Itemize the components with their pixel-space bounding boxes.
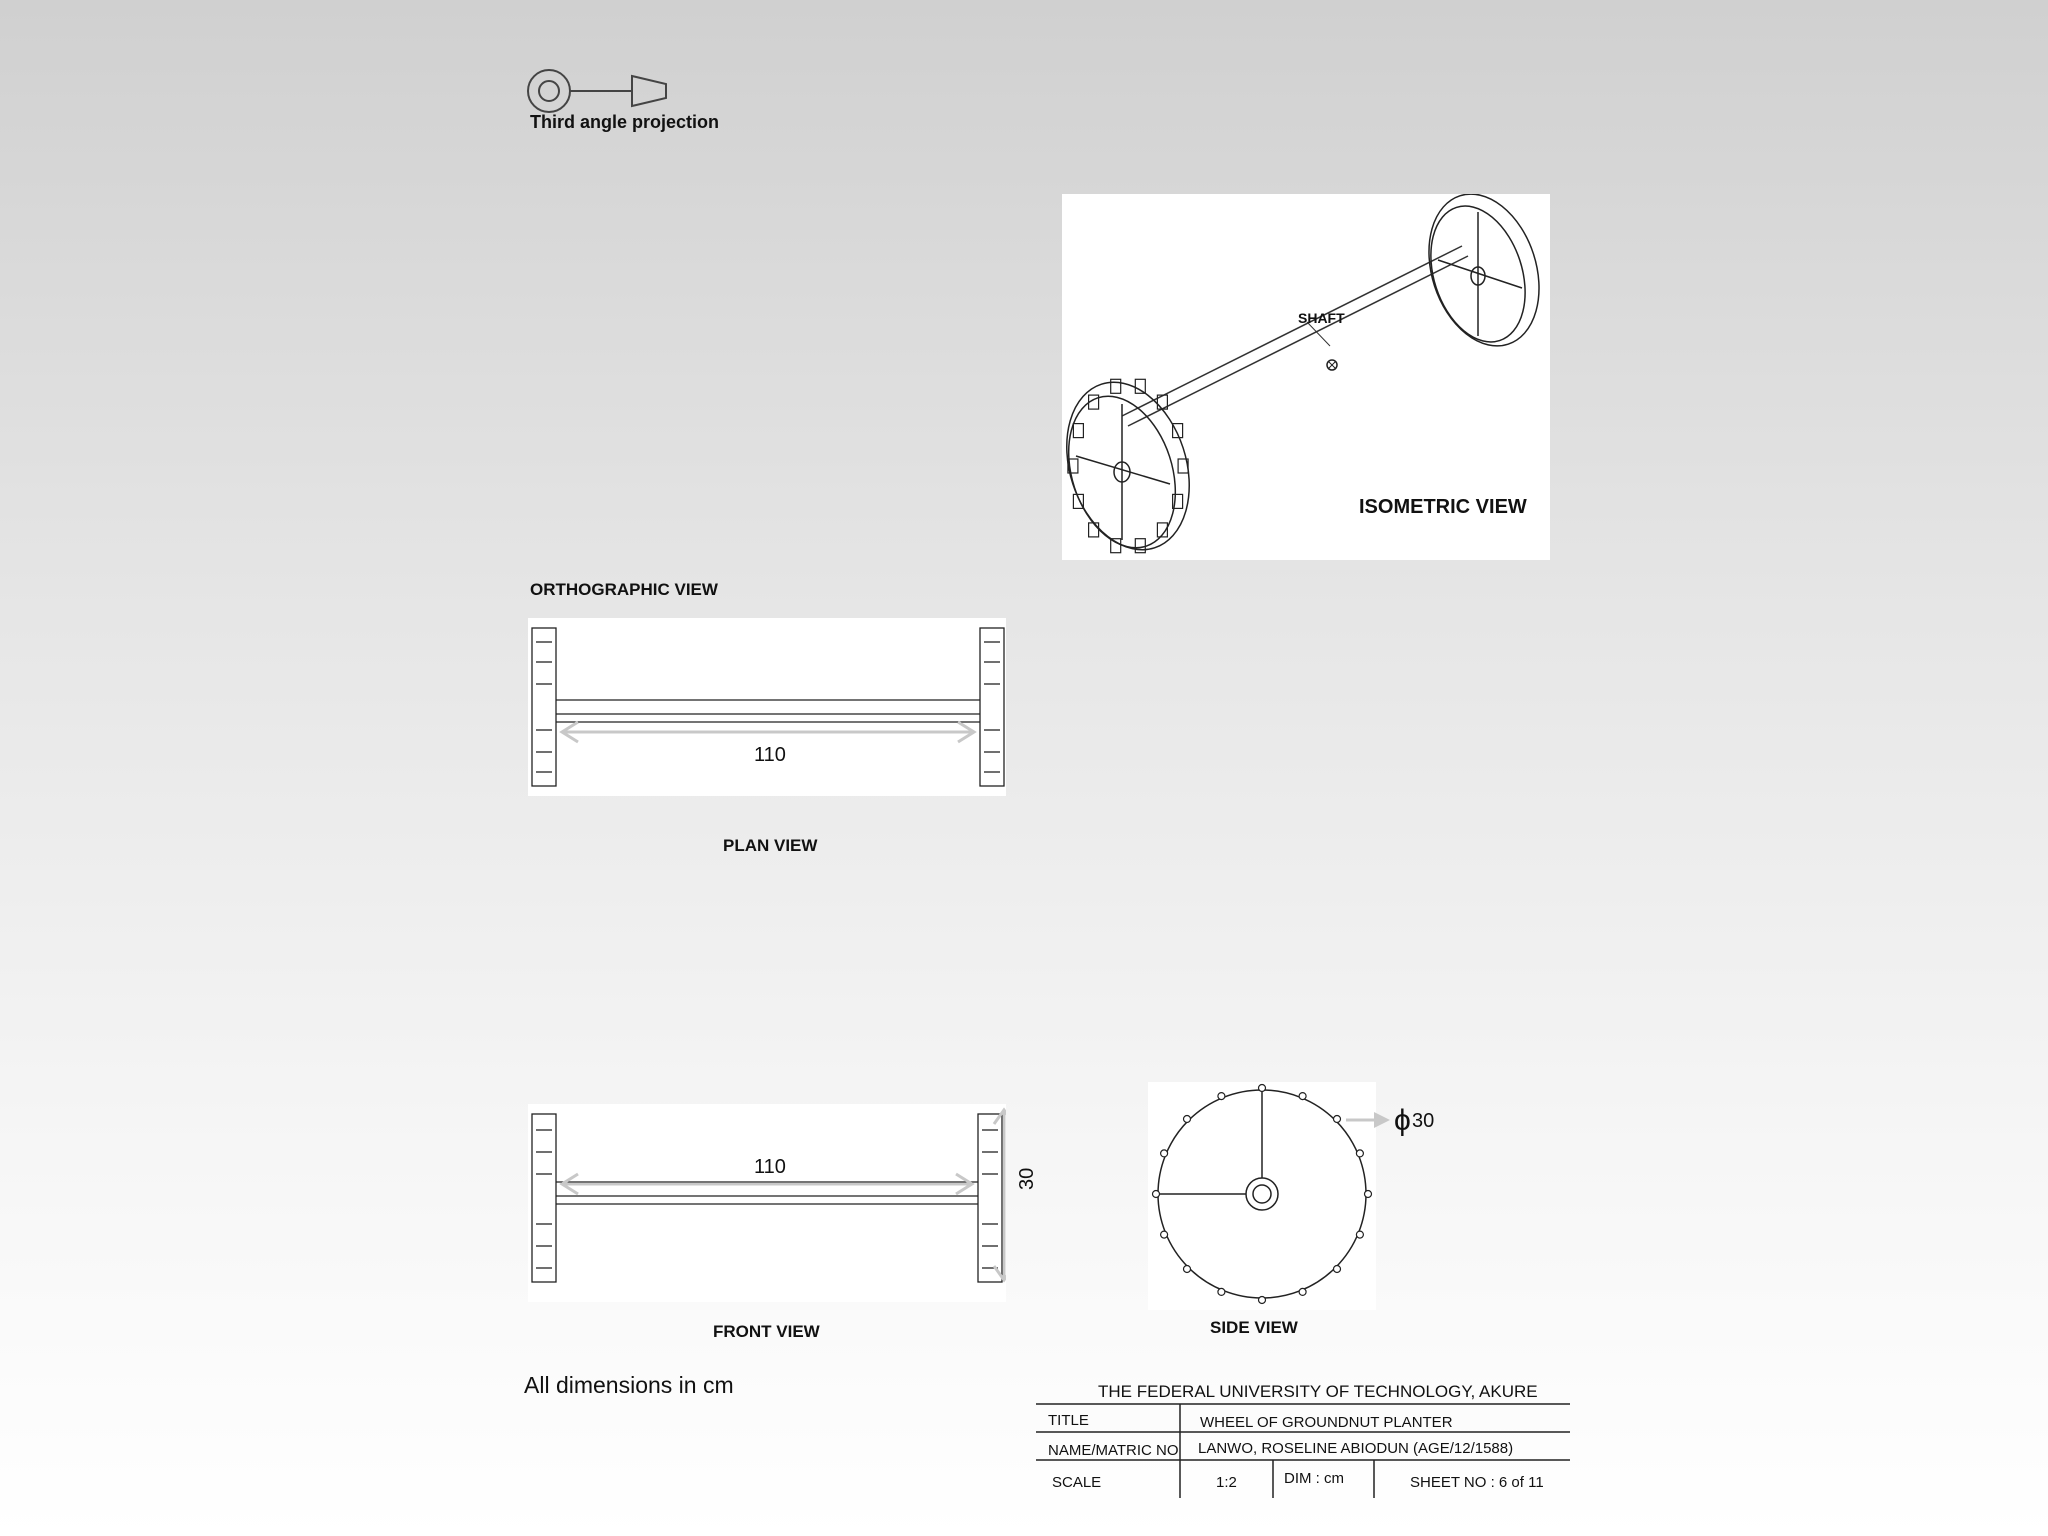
title-value: WHEEL OF GROUNDNUT PLANTER (1200, 1414, 1453, 1431)
plan-view-title: PLAN VIEW (723, 836, 818, 855)
dim-label: DIM : cm (1284, 1470, 1344, 1487)
isometric-view-panel (1062, 194, 1550, 560)
isometric-lug-shape (1135, 539, 1145, 553)
side-view-drawing (1148, 1082, 1376, 1310)
plan-view-panel (528, 618, 1006, 796)
front-height-dimension: 30 (1016, 1167, 1038, 1190)
wheel-lug-shape (1299, 1288, 1306, 1295)
diameter-symbol: ϕ (1394, 1104, 1411, 1137)
right-wheel-shape (1410, 194, 1550, 360)
side-view-panel (1148, 1082, 1376, 1310)
wheel-lug-shape (1334, 1266, 1341, 1273)
wheel-lug-shape (1153, 1191, 1160, 1198)
wheel-lug-shape (1299, 1093, 1306, 1100)
wheel-lug-shape (1161, 1231, 1168, 1238)
front-view-panel (528, 1104, 1006, 1302)
front-view-title: FRONT VIEW (713, 1322, 820, 1341)
wheel-lug-shape (1356, 1231, 1363, 1238)
projection-label: Third angle projection (530, 112, 720, 132)
wheel-lug-shape (1259, 1297, 1266, 1304)
name-value: LANWO, ROSELINE ABIODUN (AGE/12/1588) (1198, 1440, 1514, 1457)
front-height-arrow (994, 1110, 1006, 1280)
wheel-lug-shape (1184, 1266, 1191, 1273)
isometric-lug-shape (1111, 379, 1121, 393)
sheet-label: SHEET NO : 6 of 11 (1410, 1474, 1544, 1491)
title-label: TITLE (1048, 1412, 1089, 1429)
scale-label: SCALE (1052, 1474, 1102, 1491)
wheel-lug-shape (1365, 1191, 1372, 1198)
plan-view-drawing (528, 618, 1006, 796)
wheel-lug-shape (1356, 1150, 1363, 1157)
title-block (1036, 1376, 1570, 1498)
wheel-lug-shape (1218, 1093, 1225, 1100)
wheel-lug-shape (1161, 1150, 1168, 1157)
front-length-dimension: 110 (754, 1156, 786, 1178)
isometric-lug-shape (1089, 523, 1099, 537)
side-view-title: SIDE VIEW (1210, 1318, 1298, 1337)
shaft-label: SHAFT (1298, 310, 1345, 326)
isometric-lug-shape (1135, 379, 1145, 393)
diameter-arrow-icon (1344, 1110, 1394, 1130)
diameter-dimension: 30 (1412, 1110, 1435, 1132)
isometric-view-title: ISOMETRIC VIEW (1359, 496, 1527, 518)
scale-value: 1:2 (1216, 1474, 1237, 1491)
isometric-lug-shape (1073, 424, 1083, 438)
orthographic-view-heading: ORTHOGRAPHIC VIEW (530, 580, 718, 599)
wheel-lug-shape (1259, 1085, 1266, 1092)
front-view-drawing (528, 1104, 1006, 1302)
institution-name: THE FEDERAL UNIVERSITY OF TECHNOLOGY, AKURE (1098, 1382, 1538, 1401)
wheel-lug-shape (1184, 1116, 1191, 1123)
wheel-lug-shape (1218, 1288, 1225, 1295)
plan-length-dimension: 110 (754, 744, 786, 766)
name-label: NAME/MATRIC NO (1048, 1442, 1179, 1459)
plan-dimension-arrow (562, 722, 974, 742)
wheel-lug-shape (1334, 1116, 1341, 1123)
dimensions-note: All dimensions in cm (524, 1372, 734, 1398)
